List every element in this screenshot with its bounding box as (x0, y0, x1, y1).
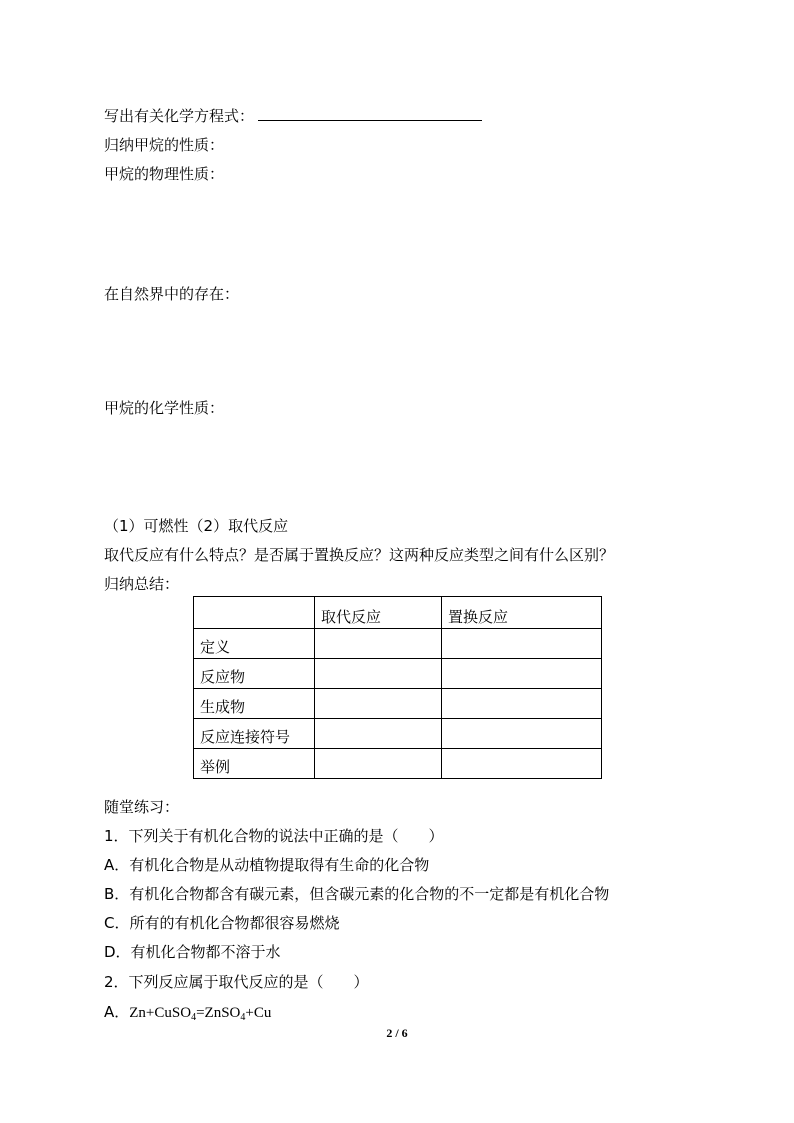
row-label: 定义 (194, 629, 315, 659)
answer-blank[interactable] (258, 106, 482, 121)
table-row (194, 659, 602, 689)
row-label: 反应连接符号 (194, 719, 315, 749)
equation-reactants: Zn+CuSO (129, 1005, 192, 1021)
table-cell[interactable] (315, 689, 442, 719)
summary-label: 归纳总结： (104, 575, 180, 593)
equation-prompt (104, 106, 482, 126)
question-2-option-a (104, 1002, 271, 1023)
table-header-cell: 取代反应 (315, 597, 442, 629)
page-number: 2 / 6 (386, 1026, 408, 1040)
equation-prompt-text: 写出有关化学方程式： (104, 107, 255, 125)
table-row (194, 719, 602, 749)
question-1-option-d: D．有机化合物都不溶于水 (104, 943, 281, 961)
table-header-cell (194, 597, 315, 629)
table-cell[interactable] (315, 629, 442, 659)
physical-properties: 甲烷的物理性质： (104, 165, 225, 183)
items-line: （1）可燃性（2）取代反应 (104, 517, 289, 535)
equation-products: =ZnSO (196, 1005, 241, 1021)
comparison-table (193, 596, 602, 779)
table-row (194, 629, 602, 659)
practice-title: 随堂练习： (104, 798, 180, 816)
table-row (194, 749, 602, 779)
option-a-label: A． (104, 1003, 130, 1021)
summarize-properties: 归纳甲烷的性质： (104, 136, 225, 154)
table-row (194, 689, 602, 719)
subscript: 4 (191, 1012, 197, 1023)
table-cell[interactable] (442, 719, 602, 749)
table-header-cell: 置换反应 (442, 597, 602, 629)
subscript: 4 (240, 1012, 246, 1023)
row-label: 反应物 (194, 659, 315, 689)
question-1-option-c: C．所有的有机化合物都很容易燃烧 (104, 914, 340, 932)
table-header-row (194, 597, 602, 629)
row-label: 生成物 (194, 689, 315, 719)
table-cell[interactable] (315, 659, 442, 689)
row-label: 举例 (194, 749, 315, 779)
table-cell[interactable] (315, 749, 442, 779)
equation-tail: +Cu (245, 1005, 272, 1021)
question-1-option-b: B．有机化合物都含有碳元素，但含碳元素的化合物的不一定都是有机化合物 (104, 885, 610, 903)
table-cell[interactable] (442, 749, 602, 779)
natural-existence: 在自然界中的存在： (104, 285, 240, 303)
chemical-properties: 甲烷的化学性质： (104, 399, 225, 417)
table-cell[interactable] (315, 719, 442, 749)
table-cell[interactable] (442, 629, 602, 659)
table-cell[interactable] (442, 689, 602, 719)
table-cell[interactable] (442, 659, 602, 689)
question-line: 取代反应有什么特点？是否属于置换反应？这两种反应类型之间有什么区别？ (104, 546, 615, 564)
question-1-stem: 1．下列关于有机化合物的说法中正确的是（ ） (104, 827, 444, 845)
question-1-option-a: A．有机化合物是从动植物提取得有生命的化合物 (104, 856, 430, 874)
question-2-stem: 2．下列反应属于取代反应的是（ ） (104, 973, 369, 991)
